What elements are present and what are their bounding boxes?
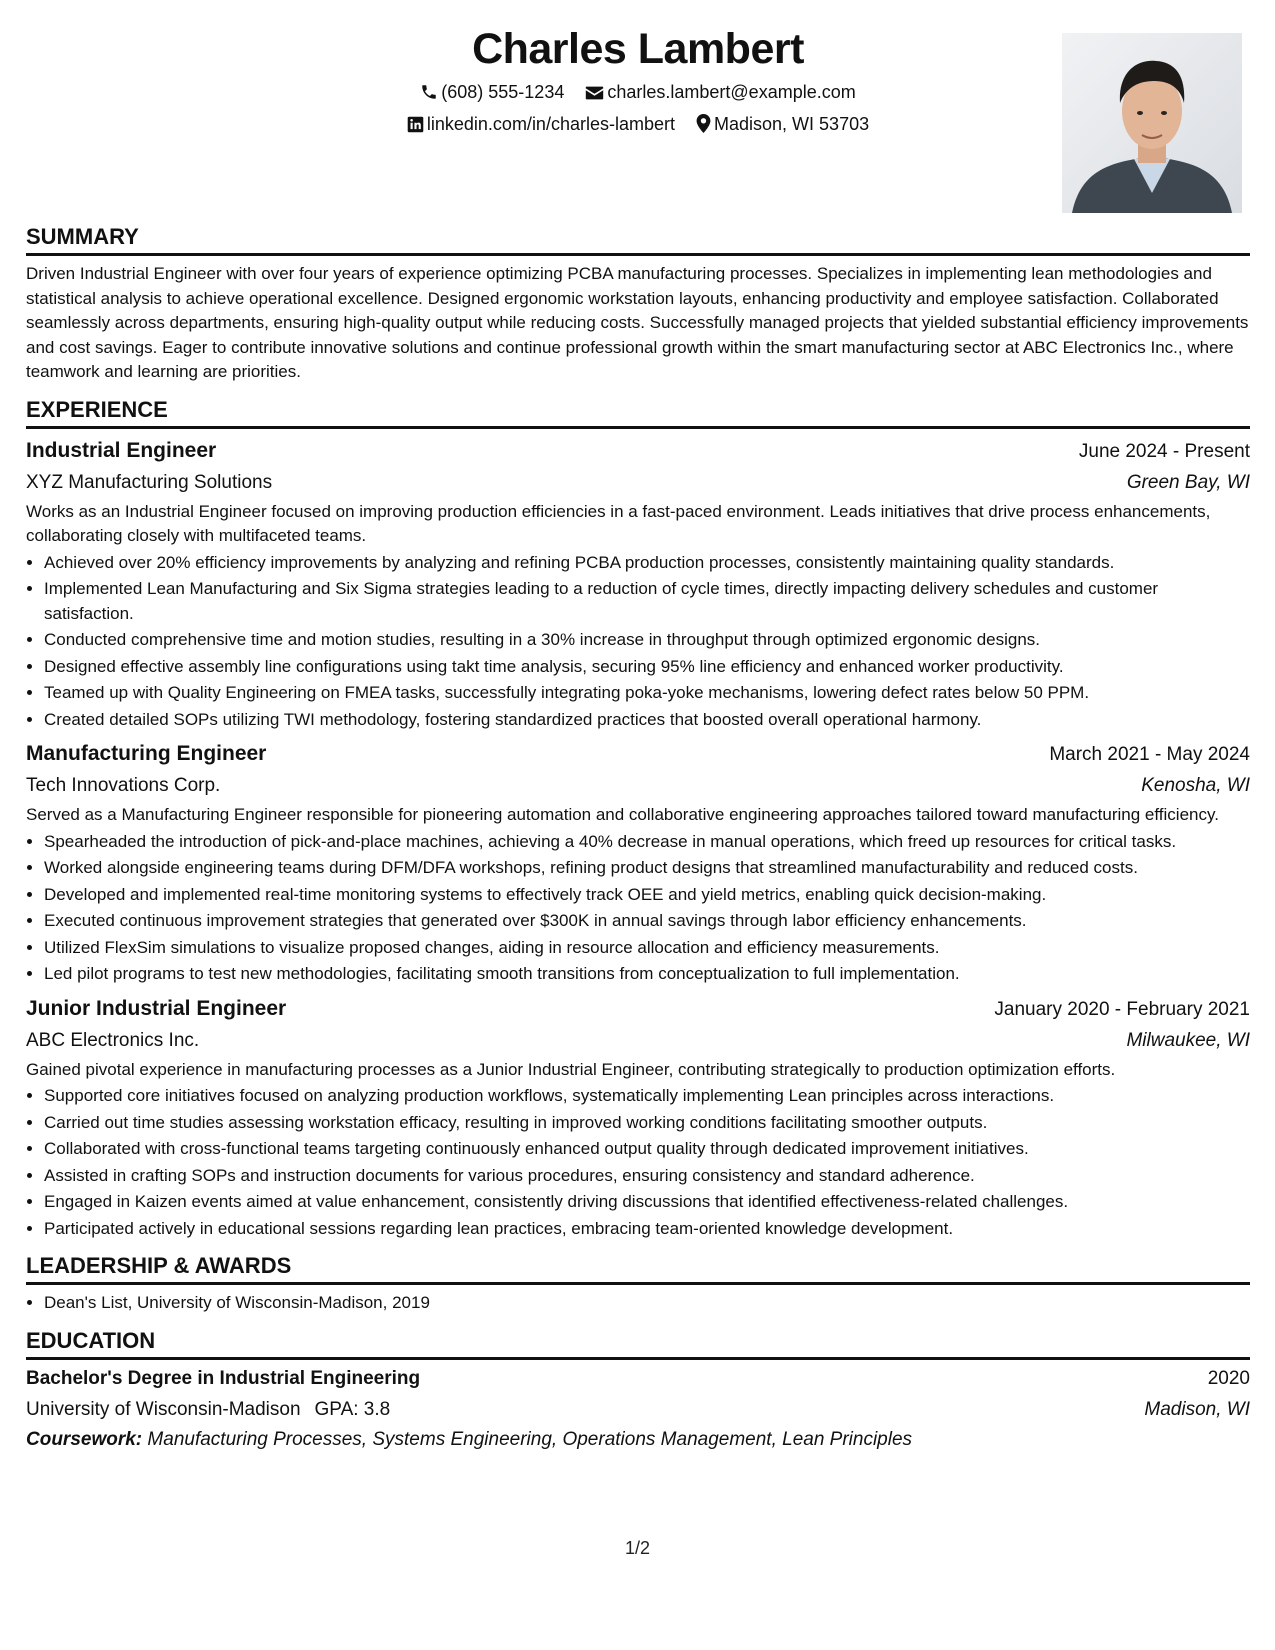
- resume-page: [26, 22, 1250, 1455]
- list-item: • Implemented Lean Manufacturing and Six Sigma strategies leading to a reduction of cycle times, directly impacting delivery schedules and customer satisfaction.: [44, 577, 1250, 626]
- job-title: Industrial Engineer: [26, 438, 217, 462]
- page-number: 1/2: [624, 1538, 651, 1558]
- coursework-label: Coursework:: [26, 1428, 143, 1450]
- list-item: • Conducted comprehensive time and motion studies, resulting in a 30% increase in throughput through optimized ergonomic designs.: [44, 628, 1250, 653]
- job-title: Manufacturing Engineer: [26, 742, 267, 765]
- profile-photo: [1062, 33, 1242, 213]
- list-item: • Worked alongside engineering teams during DFM/DFA workshops, refining product designs that streamlined manufacturability and reduced costs.: [44, 856, 1250, 881]
- job-title: Junior Industrial Engineer: [26, 996, 287, 1020]
- job-bullets: [26, 830, 1250, 987]
- experience-section: [26, 397, 1250, 1242]
- linkedin-contact[interactable]: [407, 111, 675, 137]
- list-item: • Spearheaded the introduction of pick-and-place machines, achieving a 40% decrease in manual operations, which freed up resources for critical tasks.: [44, 830, 1250, 855]
- list-item: • Utilized FlexSim simulations to visualize proposed changes, aiding in resource allocation and efficiency measurements.: [44, 936, 1250, 961]
- leadership-heading: LEADERSHIP & AWARDS: [26, 1253, 1250, 1285]
- map-pin-icon: [696, 114, 711, 133]
- list-item: • Designed effective assembly line configurations using takt time analysis, securing 95% line efficiency and enhanced worker productivity.: [44, 655, 1250, 680]
- education-section: [26, 1328, 1250, 1455]
- list-item: • Collaborated with cross-functional teams targeting continuously enhanced output quality through dedicated improvement initiatives.: [44, 1137, 1250, 1162]
- awards-list: [26, 1291, 1250, 1316]
- list-item: • Created detailed SOPs utilizing TWI methodology, fostering standardized practices that boosted overall operational harmony.: [44, 708, 1250, 733]
- school-name: University of Wisconsin-Madison: [26, 1398, 301, 1420]
- job-dates: January 2020 - February 2021: [994, 998, 1250, 1020]
- education-heading: EDUCATION: [26, 1328, 1250, 1360]
- summary-text: Driven Industrial Engineer with over four years of experience optimizing PCBA manufacturing processes. Specializes in implementing lean methodologies and statistical analysis to achieve operational excellence. Designed ergonomic workstation layouts, enhancing productivity and employee satisfaction. Collaborated seamlessly across departments, ensuring high-quality output while reducing costs. Successfully managed projects that yielded substantial efficiency improvements and cost savings. Eager to contribute innovative solutions and continue professional growth within the smart manufacturing sector at ABC Electronics Inc., where teamwork and learning are priorities.: [26, 264, 1249, 381]
- phone-contact: [420, 79, 564, 105]
- job-description: Served as a Manufacturing Engineer responsible for pioneering automation and collaborative engineering approaches tailored toward manufacturing efficiency.: [26, 805, 1219, 824]
- envelope-icon: [585, 85, 604, 101]
- list-item: • Participated actively in educational sessions regarding lean practices, embracing team-oriented knowledge development.: [44, 1217, 1250, 1242]
- job-location: Kenosha, WI: [1141, 775, 1250, 796]
- job-bullets: [26, 551, 1250, 733]
- email-text: charles.lambert@example.com: [607, 82, 856, 102]
- job-description: Gained pivotal experience in manufacturing processes as a Junior Industrial Engineer, contributing strategically to production optimization efforts.: [26, 1059, 1116, 1079]
- list-item: • Achieved over 20% efficiency improvements by analyzing and refining PCBA production processes, consistently maintaining quality standards.: [44, 551, 1250, 576]
- phone-text: (608) 555-1234: [441, 82, 565, 102]
- summary-heading: SUMMARY: [26, 224, 1250, 256]
- coursework-list: Manufacturing Processes, Systems Engineering, Operations Management, Lean Principles: [147, 1428, 913, 1450]
- school-location: Madison, WI: [1144, 1398, 1250, 1420]
- company-name: Tech Innovations Corp.: [26, 775, 221, 796]
- gpa-text: GPA: 3.8: [314, 1398, 391, 1420]
- graduation-year: 2020: [1207, 1367, 1250, 1389]
- leadership-section: [26, 1253, 1250, 1316]
- job-bullets: [26, 1084, 1250, 1241]
- summary-section: [26, 224, 1250, 385]
- list-item: • Teamed up with Quality Engineering on FMEA tasks, successfully integrating poka-yoke mechanisms, lowering defect rates below 50 PPM.: [44, 681, 1250, 706]
- job-entry: [26, 738, 1250, 987]
- job-description: Works as an Industrial Engineer focused on improving production efficiencies in a fast-paced environment. Leads initiatives that drive process enhancements, collaborating closely with multifaceted teams.: [26, 501, 1211, 545]
- list-item: • Carried out time studies assessing workstation efficacy, resulting in improved working conditions facilitating smoother outputs.: [44, 1111, 1250, 1136]
- linkedin-icon: [407, 116, 424, 133]
- email-contact[interactable]: [585, 79, 855, 105]
- location-contact: [696, 111, 869, 137]
- job-entry: [26, 993, 1250, 1242]
- school-info: [26, 1395, 390, 1425]
- portrait-photo-icon: [1062, 33, 1242, 213]
- coursework: [26, 1425, 1250, 1455]
- location-text: Madison, WI 53703: [714, 114, 870, 134]
- company-name: ABC Electronics Inc.: [26, 1029, 200, 1051]
- job-dates: June 2024 - Present: [1078, 440, 1250, 462]
- list-item: • Supported core initiatives focused on analyzing production workflows, systematically implementing Lean principles across interactions.: [44, 1084, 1250, 1109]
- job-dates: March 2021 - May 2024: [1049, 744, 1250, 765]
- list-item: • Dean's List, University of Wisconsin-Madison, 2019: [44, 1291, 1250, 1316]
- company-name: XYZ Manufacturing Solutions: [26, 471, 273, 493]
- resume-header: [26, 22, 1250, 212]
- candidate-name: Charles Lambert: [472, 25, 804, 73]
- phone-icon: [420, 83, 438, 101]
- linkedin-text: linkedin.com/in/charles-lambert: [426, 114, 675, 134]
- list-item: • Engaged in Kaizen events aimed at value enhancement, consistently driving discussions that identified effectiveness-related challenges.: [44, 1190, 1250, 1215]
- job-location: Green Bay, WI: [1126, 471, 1250, 493]
- job-entry: [26, 435, 1250, 733]
- list-item: • Executed continuous improvement strategies that generated over $300K in annual savings through labor efficiency enhancements.: [44, 909, 1250, 934]
- list-item: • Assisted in crafting SOPs and instruction documents for various procedures, ensuring consistency and standard adherence.: [44, 1164, 1250, 1189]
- job-location: Milwaukee, WI: [1126, 1029, 1250, 1051]
- list-item: • Led pilot programs to test new methodologies, facilitating smooth transitions from conceptualization to full implementation.: [44, 962, 1250, 987]
- list-item: • Developed and implemented real-time monitoring systems to effectively track OEE and yield metrics, enabling quick decision-making.: [44, 883, 1250, 908]
- degree-title: Bachelor's Degree in Industrial Engineering: [26, 1367, 421, 1389]
- experience-heading: EXPERIENCE: [26, 397, 1250, 429]
